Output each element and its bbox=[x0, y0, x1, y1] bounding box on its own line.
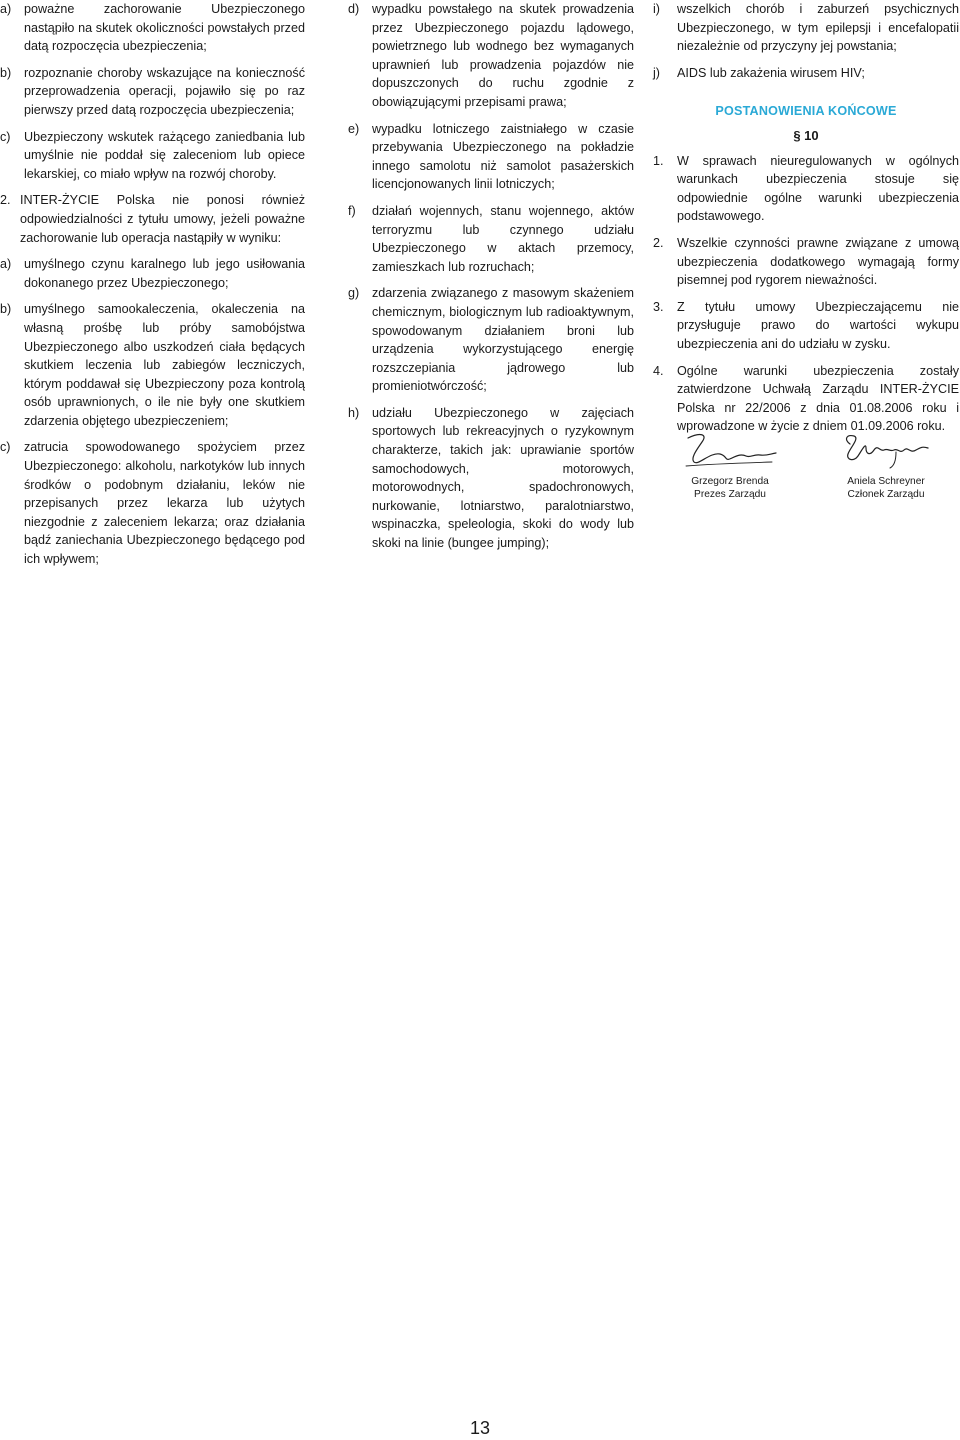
item-text: rozpoznanie choroby wskazujące na konieczność przeprowadzenia operacji, pojawiło się po raz pierwszy przed datą rozpoczęcia ubezpieczenia; bbox=[24, 65, 305, 117]
cause-item-h bbox=[348, 404, 634, 553]
item-label: e) bbox=[348, 121, 360, 136]
paragraph-number: 2. bbox=[0, 193, 11, 208]
item-label: i) bbox=[653, 2, 660, 16]
item-text: W sprawach nieuregulowanych w ogólnych warunkach ubezpieczenia stosuje się odpowiednie ogólne warunki ubezpieczenia podstawowego. bbox=[677, 153, 959, 224]
column-right bbox=[653, 0, 959, 444]
final-item-4 bbox=[653, 362, 959, 436]
paragraph-2 bbox=[0, 191, 305, 247]
final-item-2 bbox=[653, 234, 959, 290]
final-item-1 bbox=[653, 152, 959, 226]
cause-item-j bbox=[653, 64, 959, 83]
item-text: umyślnego czynu karalnego lub jego usiłowania dokonanego przez Ubezpieczonego; bbox=[24, 257, 305, 290]
item-label: d) bbox=[348, 2, 360, 16]
item-text: Ubezpieczony wskutek rażącego zaniedbania lub umyślnie nie poddał się zaleceniom lub opiece lekarskiej, co miało wpływ na rozwój choroby. bbox=[24, 129, 305, 181]
item-label: b) bbox=[0, 65, 12, 80]
paragraph-symbol: § 10 bbox=[793, 127, 819, 143]
page-number: 13 bbox=[469, 1418, 491, 1438]
item-label: c) bbox=[0, 440, 11, 455]
final-item-3 bbox=[653, 298, 959, 354]
cause-item-b bbox=[0, 300, 305, 430]
signatory-title: Prezes Zarządu bbox=[694, 488, 766, 500]
column-left bbox=[0, 0, 305, 577]
item-text: Z tytułu umowy Ubezpieczającemu nie przysługuje prawo do wartości wykupu ubezpieczenia ani do udziału w zysku. bbox=[677, 299, 959, 351]
item-label: b) bbox=[0, 302, 12, 317]
item-label: g) bbox=[348, 286, 360, 301]
item-text: zatrucia spowodowanego spożyciem przez Ubezpieczonego: alkoholu, narkotyków lub innych środków o podobnym działaniu, leków nie przepisanych przez lekarza lub użytych niezgodnie z zaleceniem lekarza; oraz działania bądź zaniechania Ubezpieczonego będącego pod ich wpływem; bbox=[24, 440, 305, 567]
item-label: h) bbox=[348, 405, 360, 420]
item-text: udziału Ubezpieczonego w zajęciach sportowych lub rekreacyjnych o ryzykownym charakterze, takich jak: uprawianie sportów samochodowych, motorowych, motorowodnych, spadochronowych, nurkowanie, lotniarstwo, paralotniarstwo, wspinaczka, speleologia, skoki do wody lub skoki na linie (bungee jumping); bbox=[372, 405, 634, 551]
item-label: a) bbox=[0, 257, 12, 272]
cause-item-f bbox=[348, 202, 634, 276]
cause-item-c bbox=[0, 438, 305, 568]
item-text: umyślnego samookaleczenia, okaleczenia na własną prośbę lub próby samobójstwa Ubezpieczonego albo uszkodzeń ciała będących skutkiem leczenia lub zabiegów leczniczych, którym poddawał się Ubezpieczony poza kontrolą osób uprawnionych, o ile nie były one skutkiem zdarzenia objętego ubezpieczeniem; bbox=[24, 302, 305, 428]
signatory-name: Aniela Schreyner bbox=[847, 476, 925, 487]
item-label: c) bbox=[0, 129, 11, 144]
handwritten-signature-icon bbox=[680, 428, 780, 472]
item-label: f) bbox=[348, 203, 356, 218]
item-text: Ogólne warunki ubezpieczenia zostały zatwierdzone Uchwałą Zarządu INTER-ŻYCIE Polska nr 22/2006 z dnia 01.08.2006 roku i wprowadzone w życie z dniem 01.09.2006 roku. bbox=[677, 363, 959, 434]
cause-item-e bbox=[348, 120, 634, 194]
cause-item-d bbox=[348, 0, 634, 112]
paragraph-text: INTER-ŻYCIE Polska nie ponosi również odpowiedzialności z tytułu umowy, jeżeli poważne zachorowanie lub operacja nastąpiły w wyniku: bbox=[20, 193, 305, 245]
item-text: wszelkich chorób i zaburzeń psychicznych Ubezpieczonego, w tym epilepsji i encefalopatii niezależnie od przyczyny jej powstania; bbox=[677, 2, 959, 54]
item-text: wypadku lotniczego zaistniałego w czasie przebywania Ubezpieczonego na pokładzie innego samolotu niż samolot pasażerskich licencjonowanych linii lotniczych; bbox=[372, 121, 634, 192]
cause-item-g bbox=[348, 284, 634, 396]
section-heading: POSTANOWIENIA KOŃCOWE bbox=[715, 104, 897, 119]
item-text: poważne zachorowanie Ubezpieczonego nastąpiło na skutek okoliczności powstałych przed datą rozpoczęcia ubezpieczenia; bbox=[24, 2, 305, 54]
column-middle bbox=[348, 0, 634, 561]
signature-board-member bbox=[831, 428, 941, 501]
item-label: j) bbox=[653, 65, 660, 80]
item-text: Wszelkie czynności prawne związane z umową ubezpieczenia dodatkowego wymagają formy pisemnej pod rygorem nieważności. bbox=[677, 235, 959, 288]
signatory-name: Grzegorz Brenda bbox=[691, 476, 769, 487]
item-label: 3. bbox=[653, 299, 664, 314]
signatory-title: Członek Zarządu bbox=[847, 488, 925, 500]
exclusion-item-c bbox=[0, 128, 305, 184]
item-text: zdarzenia związanego z masowym skażeniem chemicznym, biologicznym lub radioaktywnym, spowodowanym działaniem broni lub urządzenia wykorzystującego energię rozszczepiania jądrowego lub promieniotwórczość; bbox=[372, 286, 634, 394]
cause-item-i bbox=[653, 0, 959, 56]
signatures-block bbox=[653, 428, 959, 518]
item-label: 2. bbox=[653, 235, 664, 250]
item-label: 1. bbox=[653, 153, 664, 168]
exclusion-item-b bbox=[0, 64, 305, 120]
item-text: wypadku powstałego na skutek prowadzenia przez Ubezpieczonego pojazdu lądowego, powietrznego lub wodnego bez wymaganych uprawnień lub prowadzenia pojazdów nie dopuszczonych do ruchu zgodnie z obowiązującymi przepisami prawa; bbox=[372, 2, 634, 109]
item-label: 4. bbox=[653, 363, 664, 378]
item-text: AIDS lub zakażenia wirusem HIV; bbox=[677, 65, 865, 80]
item-label: a) bbox=[0, 2, 12, 16]
signature-president bbox=[675, 428, 785, 501]
item-text: działań wojennych, stanu wojennego, aktów terroryzmu lub czynnego udziału Ubezpieczonego w aktach przemocy, zamieszkach lub rozruchach; bbox=[372, 203, 634, 274]
exclusion-item-a bbox=[0, 0, 305, 56]
handwritten-signature-icon bbox=[836, 428, 936, 472]
cause-item-a bbox=[0, 255, 305, 292]
